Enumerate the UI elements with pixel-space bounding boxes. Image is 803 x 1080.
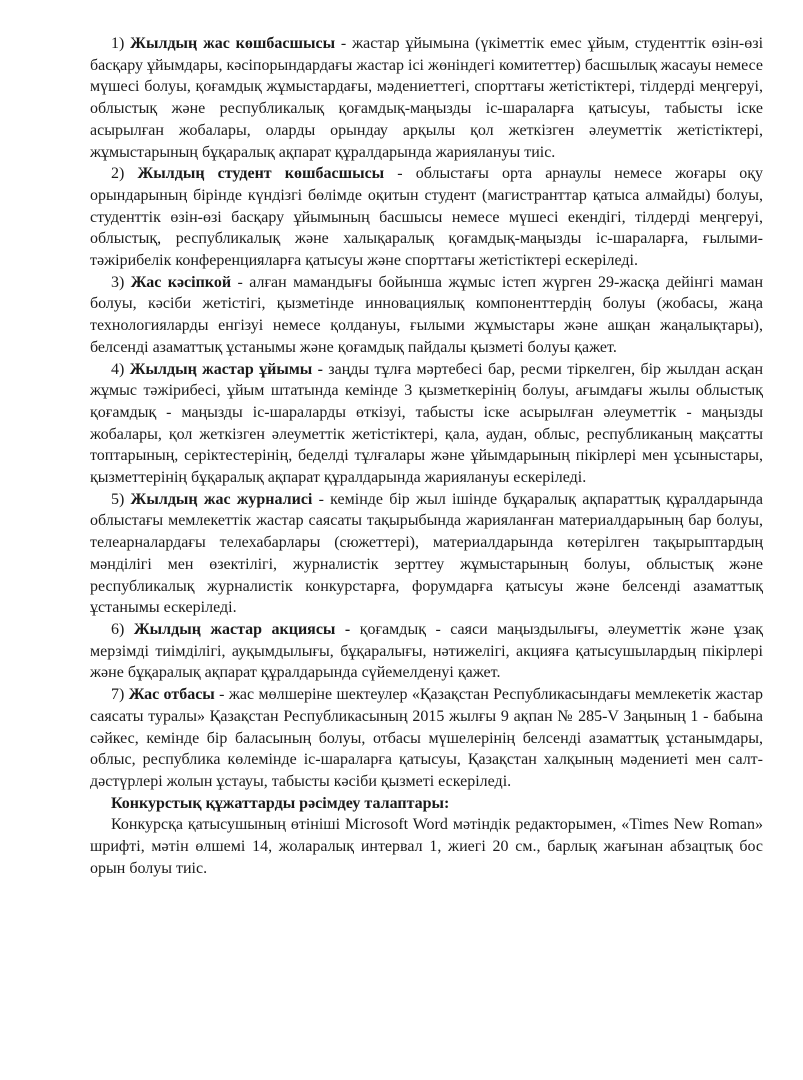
item-text: - жастар ұйымына (үкіметтік емес ұйым, студенттік өзін-өзі басқару ұйымдары, кәсіпорындардағы жастар ісі жөніндегі комитеттер) басшылық жасауы немесе мүшесі болуы, қоғамдық жұмыстардағы, мәдениеттегі, спорттағы жетістіктері, тілдерді меңгеруі, облыстық және республикалық қоғамдық-маңызды іс-шараларға қатысуы, табысты іске асырылған жобалары, оларды орындау арқылы қол жеткізген әлеуметтік жетістіктері, жұмыстарының бұқаралық ақпарат құралдарында жариялануы тиіс. (90, 35, 764, 161)
item-number: 3) (111, 273, 125, 291)
criteria-item-3 (90, 272, 763, 359)
item-title: Жылдың студент көшбасшысы (137, 165, 385, 183)
item-title: Жас отбасы (128, 686, 215, 704)
criteria-item-2 (90, 163, 763, 272)
item-text: заңды тұлға мәртебесі бар, ресми тіркелген, бір жылдан асқан жұмыс тәжірибесі, ұйым штатында кемінде 3 қызметкерінің болуы, ағымдағы жылы облыстық қоғамдық - маңызды іс-шараларды өткізуі, табысты іске асырылған әлеуметтік - маңызды жобалары, қол жеткізген әлеуметтік жетістіктері, қала, аудан, облыс, республиканың мақсатты топтарының, серіктестерінің, беделді тұлғалары және ұйымдарының пікірлері мен ұсыныстары, қызметтерінің бұқаралық ақпарат құралдарында жариялануы ескеріледі. (90, 360, 764, 487)
item-text: - кемінде бір жыл ішінде бұқаралық ақпараттық құралдарында облыстағы мемлекеттік жастар саясаты тақырыбында жарияланған материалдарының бар болуы, телеарналардағы телехабарлары (сюжеттері), материалдарында көтерілген тақырыптардың мәнділігі мен өзектілігі, журналистік зерттеу жұмыстарының болуы, облыстық және республикалық журналистік конкурстарға, форумдарға қатысуы және белсенді азаматтық ұстанымы ескеріледі. (90, 490, 763, 617)
criteria-item-5 (90, 489, 763, 619)
item-number: 7) (111, 686, 125, 704)
item-text: - жас мөлшеріне шектеулер «Қазақстан Республикасындағы мемлекетік жастар саясаты туралы» Қазақстан Республикасының 2015 жылғы 9 ақпан № 285-V Заңының 1 - бабына сәйкес, кемінде бір баласының болуы, отбасы мүшелерінің белсенді азаматтық ұстанымдары, облыс, республика көлемінде іс-шараларға қатысуы, Қазақстан халқының мәдениеті мен салт-дәстүрлері жолын ұстауы, табысты кәсіби қызметі ескеріледі. (90, 686, 764, 790)
criteria-item-4 (90, 359, 763, 489)
criteria-item-1 (90, 33, 763, 163)
item-text: - облыстағы орта арнаулы немесе жоғары оқу орындарының бірінде күндізгі бөлімде оқитын студент (магистранттар қатыса алмайды) болуы, студенттік өзін-өзі басқару ұйымының басшысы немесе мүшесі екендігі, тілдерді меңгеруі, облыстық, республикалық және халықаралық қоғамдық-маңызды іс-шараларға, ғылыми-тәжірибелік конференцияларға қатысуы және спорттағы жетістіктері ескеріледі. (90, 165, 764, 270)
criteria-item-7 (90, 684, 763, 793)
item-number: 1) (111, 35, 125, 52)
item-title: Жылдың жас көшбасшысы (130, 35, 336, 52)
item-number: 5) (111, 490, 125, 508)
item-number: 2) (111, 165, 125, 183)
item-title: Жылдың жастар акциясы - (133, 620, 351, 638)
requirements-text: Конкурсқа қатысушының өтініші Microsoft Word мәтіндік редакторымен, «Times New Roman» шрифті, мәтін өлшемі 14, жоларалық интервал 1, жиегі 20 см., барлық жағынан абзацтық бос орын болуы тиіс. (90, 816, 763, 877)
item-number: 6) (111, 620, 125, 638)
item-title: Жас кәсіпкой (130, 273, 232, 291)
item-text: - алған мамандығы бойынша жұмыс істеп жүрген 29-жасқа дейінгі маман болуы, кәсіби жетістігі, қызметінде инновациялық компоненттердің болуы (жобасы, жаңа технологияларды енгізуі немесе қолдануы, ғылыми жұмыстары және ашқан жаңалықтары), белсенді азаматтық ұстанымы және қоғамдық пайдалы қызметі болуы қажет. (90, 273, 763, 356)
item-title: Жылдың жастар ұйымы - (129, 360, 323, 378)
item-number: 4) (111, 360, 125, 378)
criteria-item-6 (90, 619, 763, 684)
requirements-heading: Конкурстық құжаттарды рәсімдеу талаптары: (111, 794, 450, 812)
item-text: қоғамдық - саяси маңыздылығы, әлеуметтік және ұзақ мерзімді тиімділігі, ауқымдылығы, бұқаралығы, нәтижелігі, акцияға қатысушылардың пікірлері және бұқаралық ақпарат құралдарында сүйемелденуі қажет. (90, 620, 764, 682)
item-title: Жылдың жас журналисі (130, 490, 313, 508)
